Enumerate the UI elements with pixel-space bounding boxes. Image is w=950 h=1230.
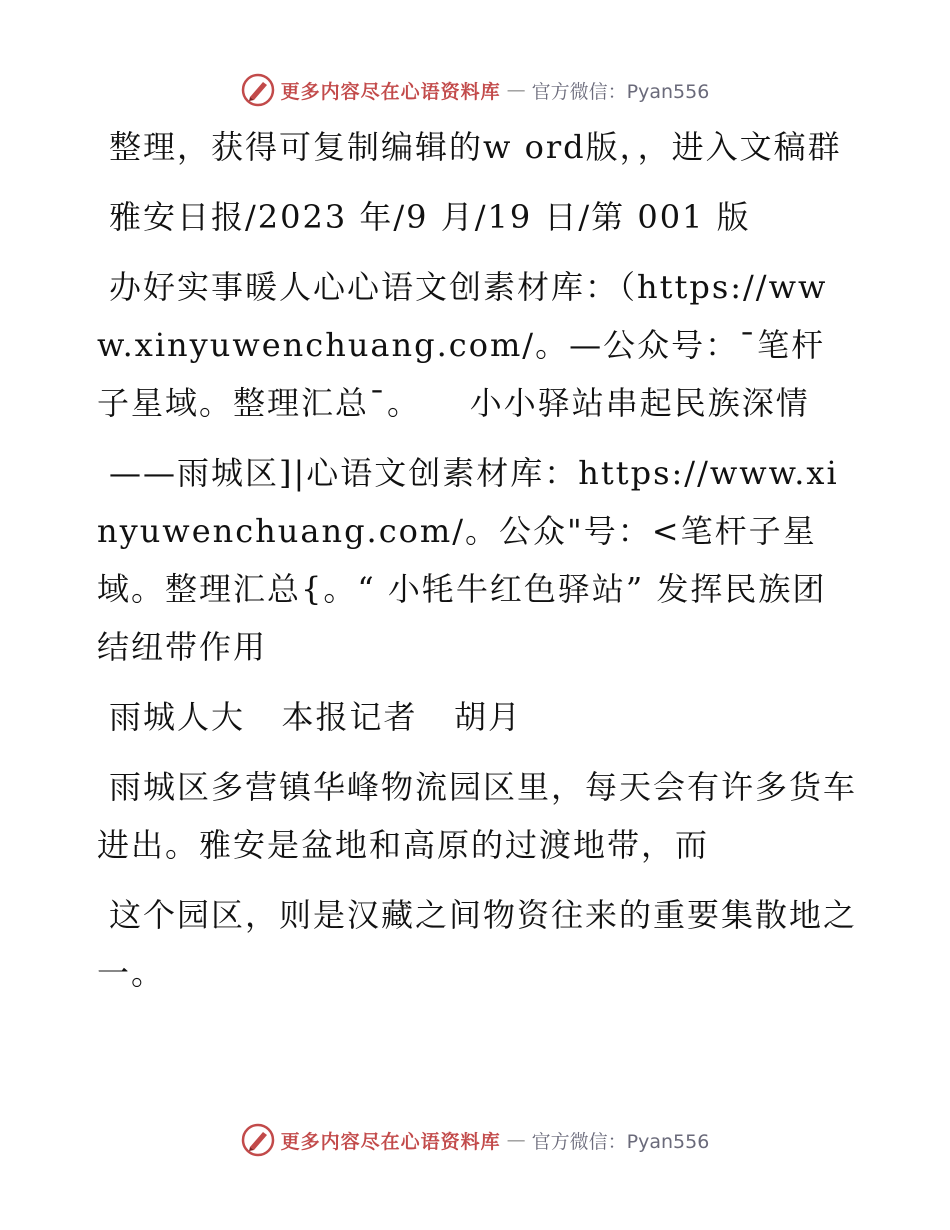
paragraph: 整理，获得可复制编辑的w ord版，，进入文稿群 [109, 128, 842, 166]
footer-watermark [0, 1120, 950, 1160]
pen-logo-icon [241, 73, 275, 107]
watermark-contact: 官方微信：Pyan556 [531, 80, 710, 103]
paragraph: ——雨城区]|心语文创素材库：https://www.xinyuwenchuang.com/。公众"号：<笔杆子星域。整理汇总{。“ 小牦牛红色驿站” 发挥民族团结纽带作用 [97, 454, 839, 666]
header-watermark [0, 70, 950, 110]
paragraph: 雅安日报/2023 年/9 月/19 日/第 001 版 [109, 198, 751, 236]
watermark-separator: — [506, 1129, 526, 1151]
paragraph: 办好实事暖人心心语文创素材库：（https://www.xinyuwenchuang.com/。—公众号：¯笔杆子星域。整理汇总¯。 小小驿站串起民族深情 [97, 268, 828, 422]
pen-logo-icon [241, 1123, 275, 1157]
watermark-contact: 官方微信：Pyan556 [531, 1130, 710, 1153]
document-body [97, 118, 857, 1014]
watermark-text: 更多内容尽在心语资料库 [280, 80, 501, 103]
watermark-text: 更多内容尽在心语资料库 [280, 1130, 501, 1153]
paragraph: 这个园区，则是汉藏之间物资往来的重要集散地之一。 [97, 896, 858, 992]
paragraph: 雨城区多营镇华峰物流园区里，每天会有许多货车进出。雅安是盆地和高原的过渡地带，而 [97, 768, 858, 864]
paragraph: 雨城人大 本报记者 胡月 [109, 698, 523, 736]
watermark-separator: — [506, 79, 526, 101]
